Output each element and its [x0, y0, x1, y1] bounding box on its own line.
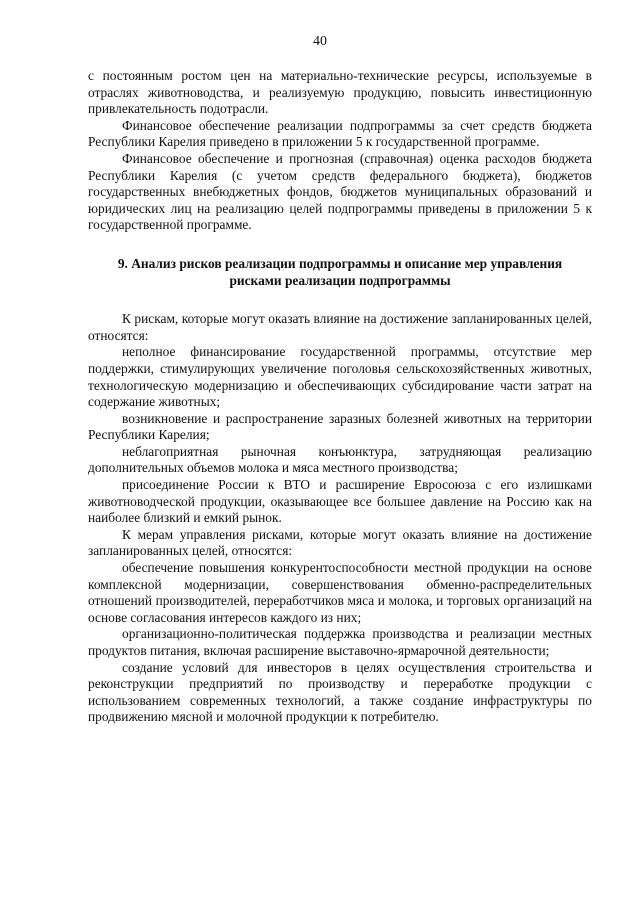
section-heading — [88, 256, 592, 289]
paragraph-measure-competitiveness: обеспечение повышения конкурентоспособности местной продукции на основе комплексной модернизации, совершенствования обменно-распределительных отношений производителей, переработчиков мяса и молока, и торговых организаций на основе согласования интересов каждого из них; — [88, 560, 592, 625]
paragraph-funding-budget: Финансовое обеспечение реализации подпрограммы за счет средств бюджета Республики Карелия приведено в приложении 5 к государственной программе. — [88, 117, 592, 150]
paragraph-funding-forecast: Финансовое обеспечение и прогнозная (справочная) оценка расходов бюджета Республики Карелия (с учетом средств федерального бюджета), бюджетов государственных внебюджетных фондов, бюджетов муниципальных образований и юридических лиц на реализацию целей подпрограммы приведены в приложении 5 к государственной программе. — [88, 150, 592, 233]
paragraph-continuation: с постоянным ростом цен на материально-технические ресурсы, используемые в отраслях животноводства, и реализуемую продукцию, повысить инвестиционную привлекательность подотрасли. — [88, 68, 592, 117]
paragraph-risk-wto: присоединение России к ВТО и расширение Евросоюза с его излишками животноводческой продукции, оказывающее все большее давление на Россию как на наиболее близкий и емкий рынок. — [88, 477, 592, 526]
paragraph-risk-diseases: возникновение и распространение заразных болезней животных на территории Республики Карелия; — [88, 410, 592, 443]
paragraph-risk-funding: неполное финансирование государственной программы, отсутствие мер поддержки, стимулирующих увеличение поголовья сельскохозяйственных животных, технологическую модернизацию и обеспечивающих субсидирование части затрат на содержание животных; — [88, 344, 592, 410]
section-heading-line-1: 9. Анализ рисков реализации подпрограммы и описание мер управления — [117, 255, 563, 271]
section-heading-line-2: рисками реализации подпрограммы — [229, 272, 451, 288]
page-number: 40 — [313, 34, 327, 49]
paragraph-risk-market: неблагоприятная рыночная конъюнктура, затрудняющая реализацию дополнительных объемов молока и мяса местного производства; — [88, 443, 592, 476]
paragraph-risks-intro: К рискам, которые могут оказать влияние на достижение запланированных целей, относятся: — [88, 311, 592, 343]
document-body — [88, 68, 592, 726]
paragraph-measure-support: организационно-политическая поддержка производства и реализации местных продуктов питания, включая расширение выставочно-ярмарочной деятельности; — [88, 626, 592, 658]
paragraph-measures-intro: К мерам управления рисками, которые могут оказать влияние на достижение запланированных целей, относятся: — [88, 526, 592, 559]
paragraph-measure-investors: создание условий для инвесторов в целях осуществления строительства и реконструкции предприятий по производству и переработке продукции с использованием современных технологий, а также создание инфраструктуры по продвижению мясной и молочной продукции к потребителю. — [88, 659, 592, 725]
